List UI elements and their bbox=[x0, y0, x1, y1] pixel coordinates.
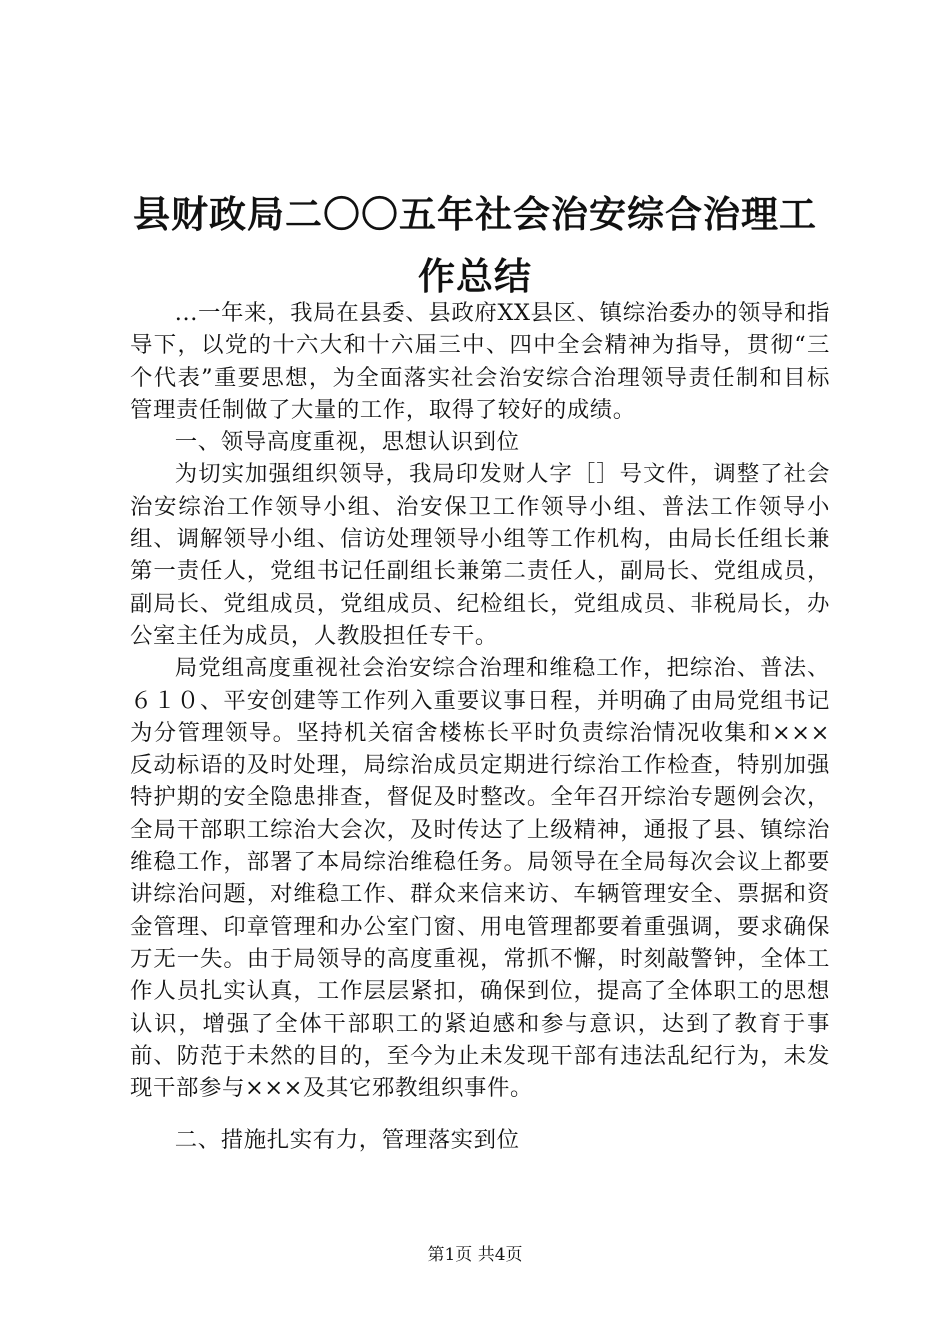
body-paragraph-2: 局党组高度重视社会治安综合治理和维稳工作，把综治、普法、６１０、平安创建等工作列入重要议事日程，并明确了由局党组书记为分管理领导。坚持机关宿舍楼栋长平时负责综治情况收集和×××反动标语的及时处理，局综治成员定期进行综治工作检查，特别加强特护期的安全隐患排查，督促及时整改。全年召开综治专题例会次，全局干部职工综治大会次，及时传达了上级精神，通报了县、镇综治维稳工作，部署了本局综治维稳任务。局领导在全局每次会议上都要讲综治问题，对维稳工作、群众来信来访、车辆管理安全、票据和资金管理、印章管理和办公室门窗、用电管理都要着重强调，要求确保万无一失。由于局领导的高度重视，常抓不懈，时刻敲警钟，全体工作人员扎实认真，工作层层紧扣，确保到位，提高了全体职工的思想认识，增强了全体干部职工的紧迫感和参与意识，达到了教育于事前、防范于未然的目的，至今为止未发现干部有违法乱纪行为，未发现干部参与×××及其它邪教组织事件。 bbox=[130, 655, 830, 1102]
section-heading-1: 一、领导高度重视，思想认识到位 bbox=[174, 429, 520, 456]
body-paragraph-1: 为切实加强组织领导，我局印发财人字［］号文件，调整了社会治安综治工作领导小组、治安保卫工作领导小组、普法工作领导小组、调解领导小组、信访处理领导小组等工作机构，由局长任组长兼第一责任人，党组书记任副组长兼第二责任人，副局长、党组成员，副局长、党组成员，党组成员、纪检组长，党组成员、非税局长，办公室主任为成员，人教股担任专干。 bbox=[130, 461, 830, 649]
intro-paragraph: ...一年来，我局在县委、县政府XX县区、镇综治委办的领导和指导下，以党的十六大和十六届三中、四中全会精神为指导，贯彻“三个代表”重要思想，为全面落实社会治安综合治理领导责任制和目标管理责任制做了大量的工作，取得了较好的成绩。 bbox=[130, 300, 830, 423]
section-heading-2: 二、措施扎实有力，管理落实到位 bbox=[174, 1127, 520, 1153]
page-footer: 第1页 共4页 bbox=[427, 1245, 523, 1265]
document-title: 县财政局二〇〇五年社会治安综合治理工作总结 bbox=[133, 192, 817, 298]
document-body bbox=[130, 297, 830, 1104]
